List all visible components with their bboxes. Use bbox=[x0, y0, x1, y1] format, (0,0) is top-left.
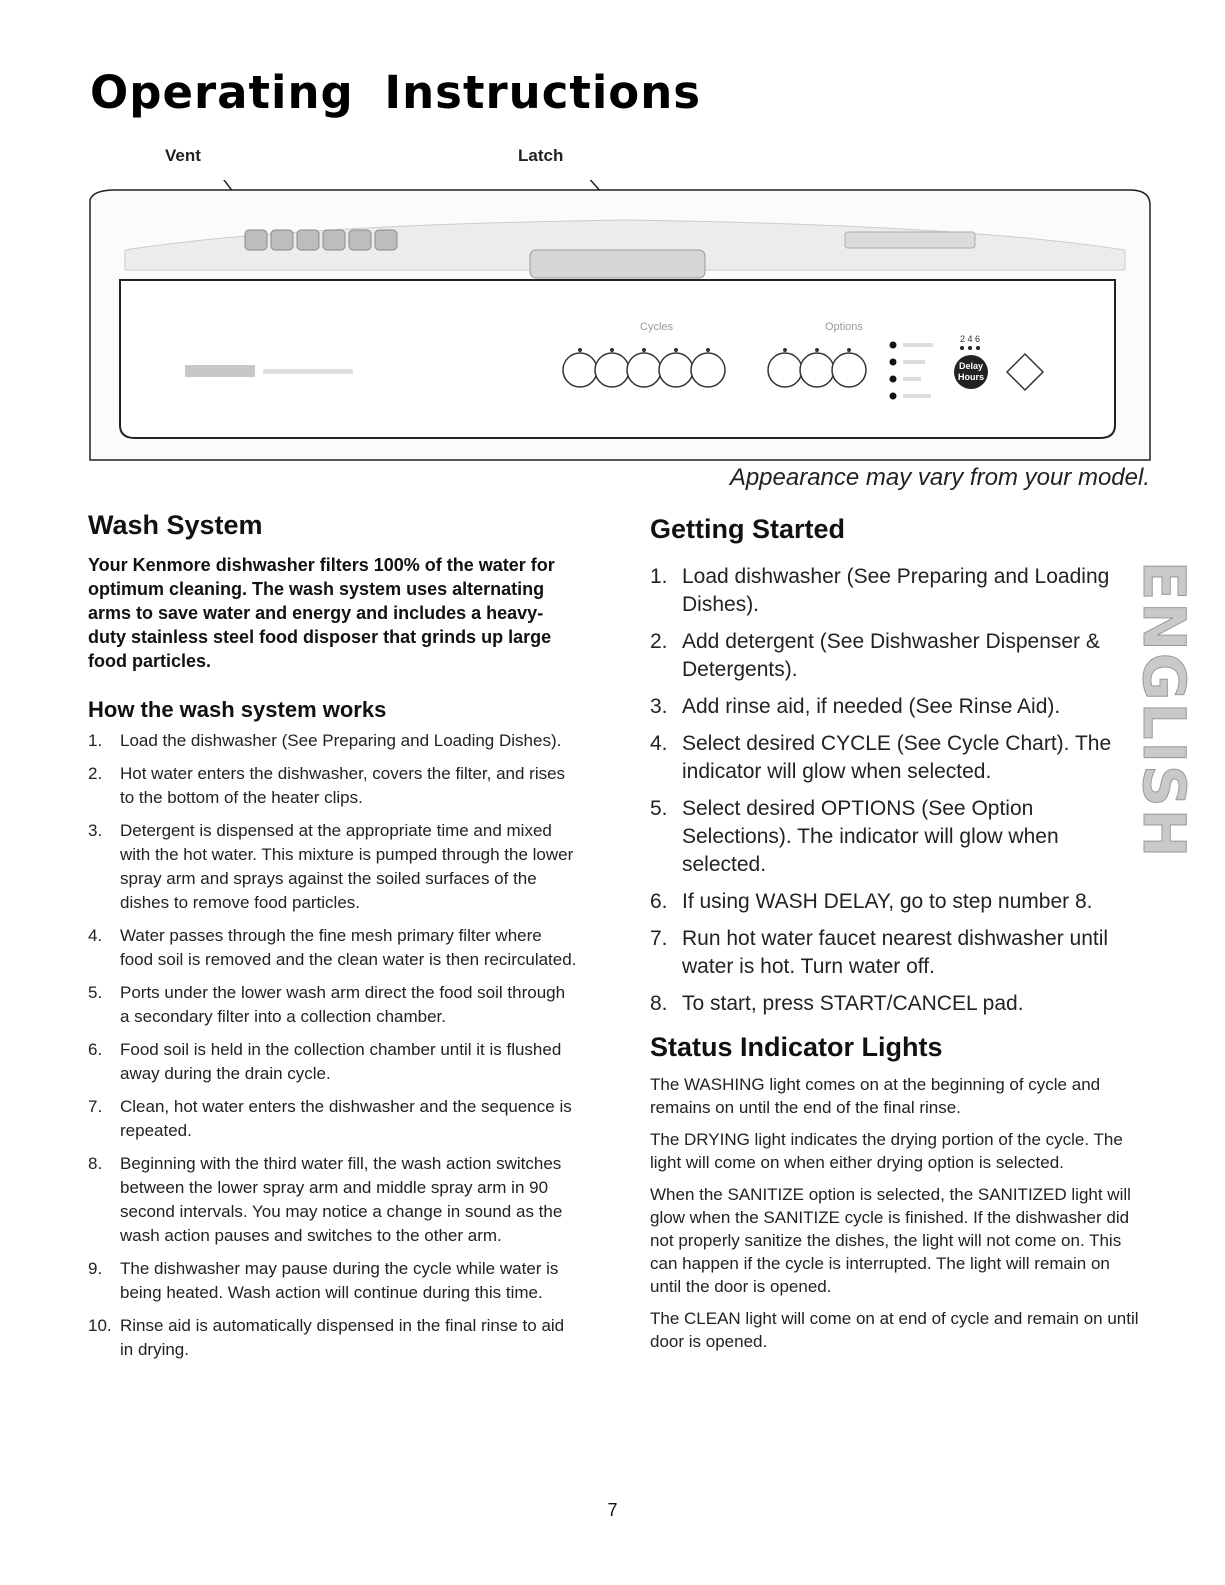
getting-started-section bbox=[650, 514, 1145, 1362]
list-item-text: Rinse aid is automatically dispensed in the final rinse to aid in drying. bbox=[120, 1316, 565, 1359]
list-item bbox=[88, 729, 578, 753]
list-item bbox=[650, 628, 1145, 684]
list-item-number: 10. bbox=[88, 1316, 112, 1335]
list-item-number: 2. bbox=[88, 764, 103, 783]
cycle-buttons bbox=[563, 353, 725, 387]
latch-icon bbox=[530, 250, 705, 278]
list-item-text: Ports under the lower wash arm direct the food soil through a secondary filter into a collection chamber. bbox=[120, 983, 566, 1026]
wash-system-section bbox=[88, 510, 578, 1371]
list-item bbox=[88, 981, 578, 1029]
status-indicator-paragraphs bbox=[650, 1073, 1145, 1353]
list-item-number: 5. bbox=[88, 983, 103, 1002]
list-item-text: Water passes through the fine mesh primary filter where food soil is removed and the clean water is then recirculated. bbox=[120, 926, 577, 969]
list-item-text: Clean, hot water enters the dishwasher and the sequence is repeated. bbox=[120, 1097, 572, 1140]
list-item bbox=[650, 563, 1145, 619]
list-item-text: Load the dishwasher (See Preparing and Loading Dishes). bbox=[120, 731, 562, 750]
options-label: Options bbox=[825, 321, 863, 333]
list-item bbox=[650, 730, 1145, 786]
page-title: Operating Instructions bbox=[90, 66, 702, 119]
cycle-button bbox=[627, 353, 661, 387]
list-item-text: To start, press START/CANCEL pad. bbox=[682, 992, 1024, 1015]
option-buttons bbox=[768, 353, 866, 387]
list-item bbox=[88, 1152, 578, 1248]
wash-system-steps bbox=[88, 729, 578, 1362]
list-item-number: 4. bbox=[650, 732, 668, 755]
list-item bbox=[650, 693, 1145, 721]
brand-logo bbox=[185, 365, 255, 377]
list-item bbox=[88, 1038, 578, 1086]
page-number: 7 bbox=[607, 1500, 618, 1520]
list-item-number: 6. bbox=[650, 890, 668, 913]
getting-started-steps bbox=[650, 563, 1145, 1018]
list-item-number: 6. bbox=[88, 1040, 103, 1059]
appearance-note: Appearance may vary from your model. bbox=[729, 464, 1150, 491]
list-item bbox=[88, 762, 578, 810]
status-paragraph: The DRYING light indicates the drying portion of the cycle. The light will come on when either drying option is selected. bbox=[650, 1130, 1123, 1172]
list-item bbox=[88, 1314, 578, 1362]
english-tab-label: ENGLISH bbox=[1129, 560, 1198, 860]
status-paragraph: When the SANITIZE option is selected, the SANITIZED light will glow when the SANITIZE cycle is finished. If the dishwasher did not properly sanitize the dishes, the light will not come on. This can happen if the cycle is interrupted. The light will remain on until the door is opened. bbox=[650, 1185, 1131, 1296]
list-item bbox=[650, 990, 1145, 1018]
cycle-button bbox=[563, 353, 597, 387]
option-button bbox=[800, 353, 834, 387]
list-item-text: If using WASH DELAY, go to step number 8. bbox=[682, 890, 1093, 913]
cycle-button bbox=[659, 353, 693, 387]
list-item bbox=[650, 888, 1145, 916]
list-item-number: 7. bbox=[88, 1097, 103, 1116]
list-item-text: Run hot water faucet nearest dishwasher until water is hot. Turn water off. bbox=[682, 927, 1109, 978]
list-item-text: Select desired OPTIONS (See Option Selections). The indicator will glow when selected. bbox=[682, 797, 1059, 876]
list-item bbox=[88, 819, 578, 915]
list-item-number: 1. bbox=[88, 731, 103, 750]
list-item bbox=[88, 924, 578, 972]
cycle-button bbox=[595, 353, 629, 387]
status-paragraph: The CLEAN light will come on at end of cycle and remain on until door is opened. bbox=[650, 1309, 1139, 1351]
list-item-number: 8. bbox=[88, 1154, 103, 1173]
list-item-text: Hot water enters the dishwasher, covers the filter, and rises to the bottom of the heater clips. bbox=[120, 764, 566, 807]
how-wash-system-works-heading: How the wash system works bbox=[88, 697, 387, 722]
list-item bbox=[650, 925, 1145, 981]
list-item-number: 3. bbox=[650, 695, 668, 718]
english-side-tab bbox=[1120, 560, 1200, 860]
list-item-text: The dishwasher may pause during the cycle while water is being heated. Wash action will continue during this time. bbox=[120, 1259, 559, 1302]
list-item-number: 8. bbox=[650, 992, 668, 1015]
delay-hour-numbers: 2 4 6 bbox=[960, 334, 981, 344]
list-item-text: Add detergent (See Dishwasher Dispenser & Detergents). bbox=[682, 630, 1100, 681]
cycle-button bbox=[691, 353, 725, 387]
list-item-number: 4. bbox=[88, 926, 103, 945]
delay-label-line2: Hours bbox=[957, 372, 985, 382]
latch-callout-label: Latch bbox=[518, 146, 564, 165]
list-item-text: Load dishwasher (See Preparing and Loading Dishes). bbox=[682, 565, 1110, 616]
status-paragraph: The WASHING light comes on at the beginning of cycle and remains on until the end of the final rinse. bbox=[650, 1075, 1101, 1117]
vent-callout-label: Vent bbox=[165, 146, 201, 165]
list-item bbox=[88, 1257, 578, 1305]
list-item-text: Detergent is dispensed at the appropriate time and mixed with the hot water. This mixture is pumped through the lower spray arm and sprays against the soiled surfaces of the dishes to remove food particles. bbox=[120, 821, 574, 912]
list-item-text: Add rinse aid, if needed (See Rinse Aid). bbox=[682, 695, 1061, 718]
wash-system-heading: Wash System bbox=[88, 510, 263, 540]
list-item-number: 5. bbox=[650, 797, 668, 820]
cycles-label: Cycles bbox=[640, 321, 674, 333]
list-item-number: 2. bbox=[650, 630, 668, 653]
status-indicator-lights-heading: Status Indicator Lights bbox=[650, 1032, 943, 1062]
option-button bbox=[832, 353, 866, 387]
list-item-number: 7. bbox=[650, 927, 668, 950]
list-item bbox=[88, 1095, 578, 1143]
list-item bbox=[650, 795, 1145, 879]
option-button bbox=[768, 353, 802, 387]
wash-system-intro: Your Kenmore dishwasher filters 100% of the water for optimum cleaning. The wash system uses alternating arms to save water and energy and includes a heavy-duty stainless steel food disposer that grinds up large food particles. bbox=[88, 555, 555, 671]
list-item-text: Beginning with the third water fill, the wash action switches between the lower spray arm and middle spray arm in 90 second intervals. You may notice a change in sound as the wash action pauses and switches to the other arm. bbox=[120, 1154, 563, 1245]
list-item-number: 9. bbox=[88, 1259, 103, 1278]
list-item-text: Food soil is held in the collection chamber until it is flushed away during the drain cycle. bbox=[120, 1040, 562, 1083]
list-item-number: 3. bbox=[88, 821, 103, 840]
list-item-text: Select desired CYCLE (See Cycle Chart). The indicator will glow when selected. bbox=[682, 732, 1112, 783]
list-item-number: 1. bbox=[650, 565, 668, 588]
delay-label-line1: Delay bbox=[958, 361, 984, 371]
control-panel-illustration bbox=[85, 180, 1160, 470]
getting-started-heading: Getting Started bbox=[650, 514, 846, 544]
